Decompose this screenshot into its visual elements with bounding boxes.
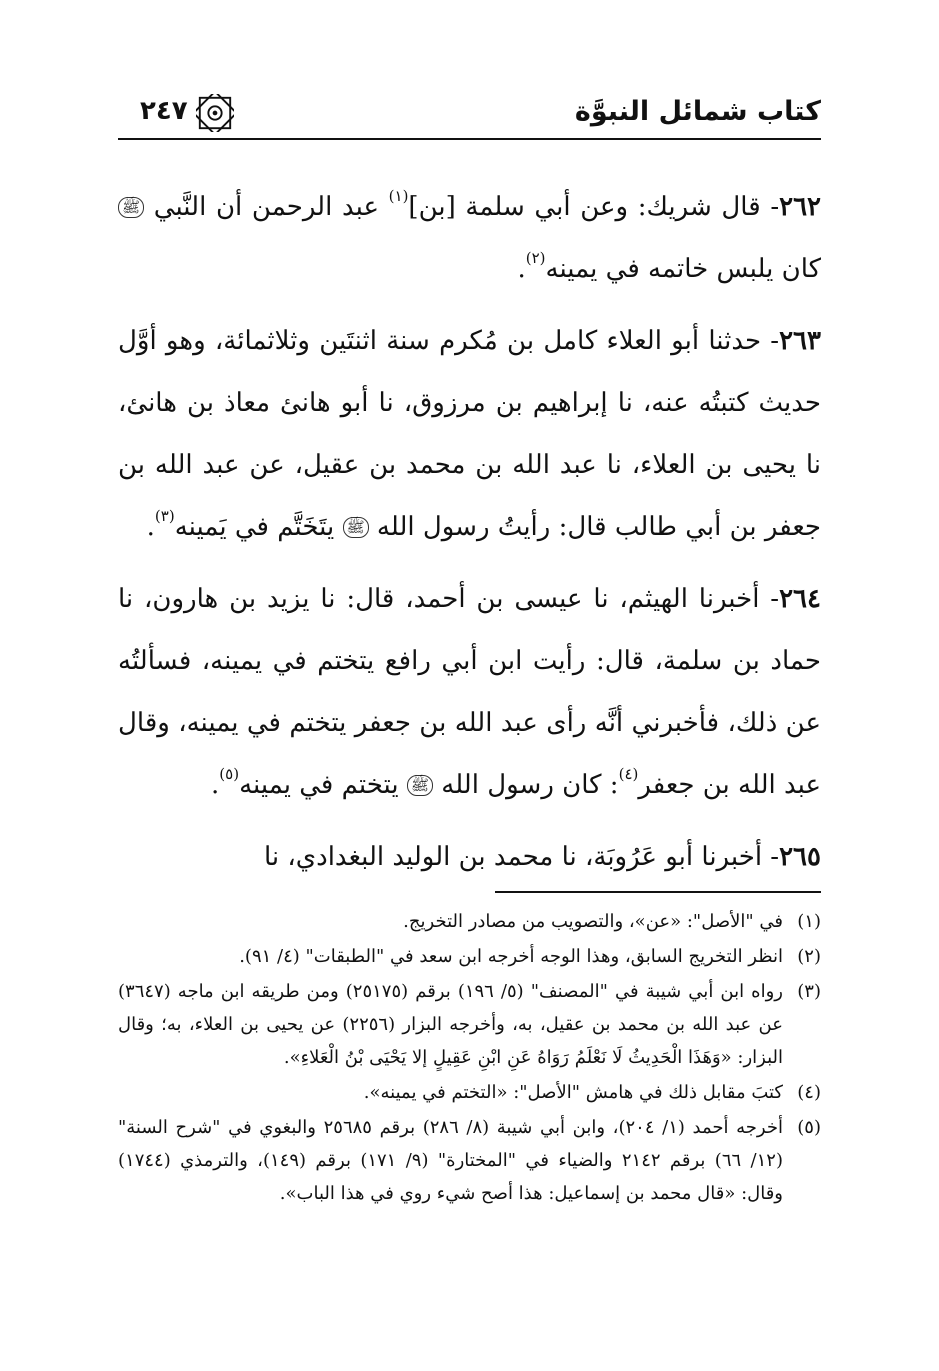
footnote-2 xyxy=(118,940,821,973)
paragraph-number: ٢٦٥ xyxy=(779,842,821,872)
page-number: ٢٤٧ xyxy=(140,96,188,126)
main-text xyxy=(118,176,821,898)
hadith-265 xyxy=(118,826,821,888)
header-rule xyxy=(118,138,821,140)
book-title: كتاب شمائل النبوَّة xyxy=(574,96,821,127)
salutation-ligature-icon: ﷺ xyxy=(343,517,369,538)
paragraph-number: ٢٦٢ xyxy=(779,192,822,222)
paragraph-number: ٢٦٤ xyxy=(779,584,821,614)
footnote-1 xyxy=(118,905,821,938)
footnote-number: (٢) xyxy=(797,946,821,967)
hadith-263 xyxy=(118,310,821,558)
hadith-text: - حدثنا أبو العلاء كامل بن مُكرم سنة اثنتَين وثلاثمائة، وهو أوَّل حديث كتبتُه عنه، نا إبراهيم بن مرزوق، نا أبو هانئ معاذ بن هانئ، نا يحيى بن العلاء، نا عبد الله بن محمد بن عقيل، عن عبد الله بن جعفر بن أبي طالب قال: رأيتُ رسول الله xyxy=(118,326,821,542)
footnote-text: رواه ابن أبي شيبة في "المصنف" (٥/ ١٩٦) برقم (٢٥١٧٥) ومن طريقه ابن ماجه (٣٦٤٧) عن عبد الله بن محمد بن عقيل، به، وأخرجه البزار (٢٢٥٦) عن يحيى بن العلاء، به؛ وقال البزار: «وَهَذَا الْحَدِيثُ لَا نَعْلَمُ رَوَاهُ عَنِ ابْنِ عَقِيلٍ إلا يَحْيَى بْنُ الْعَلاءِ». xyxy=(118,981,783,1068)
footnote-text: كتبَ مقابل ذلك في هامش "الأصل": «التختم في يمينه». xyxy=(363,1082,783,1103)
salutation-ligature-icon: ﷺ xyxy=(407,775,433,796)
hadith-text: يتختم في يمينه xyxy=(239,770,407,800)
footnote-ref: (٢) xyxy=(525,249,546,267)
footnote-separator xyxy=(495,891,821,893)
hadith-262 xyxy=(118,176,821,300)
hadith-text: : كان رسول الله xyxy=(433,770,619,800)
footnote-text: انظر التخريج السابق، وهذا الوجه أخرجه ابن سعد في "الطبقات" (٤/ ٩١). xyxy=(239,946,783,967)
running-header xyxy=(118,92,821,142)
footnote-number: (١) xyxy=(797,911,821,932)
footnote-ref: (٥) xyxy=(219,765,240,783)
hadith-264 xyxy=(118,568,821,816)
geometric-star-ornament-icon xyxy=(196,94,234,132)
hadith-text: عبد الرحمن أن النَّبي xyxy=(144,192,389,222)
paragraph-number: ٢٦٣ xyxy=(779,326,821,356)
footnote-text: أخرجه أحمد (١/ ٢٠٤)، وابن أبي شيبة (٨/ ٢٨٦) برقم ٢٥٦٨٥ والبغوي في "شرح السنة" (١٢/ ٦٦) برقم ٢١٤٢ والضياء في "المختارة" (٩/ ١٧١) برقم (١٤٩)، والترمذي (١٧٤٤) وقال: «قال محمد بن إسماعيل: هذا أصح شيء روي في هذا الباب». xyxy=(118,1117,783,1204)
footnote-3 xyxy=(118,975,821,1074)
footnote-ref: (٣) xyxy=(154,507,175,525)
footnote-number: (٣) xyxy=(797,981,821,1002)
hadith-text: . xyxy=(517,254,526,284)
footnote-text: في "الأصل": «عن»، والتصويب من مصادر التخريج. xyxy=(403,911,783,932)
hadith-text: يتَخَتَّم في يَمينه xyxy=(174,512,343,542)
footnote-4 xyxy=(118,1076,821,1109)
footnote-number: (٤) xyxy=(797,1082,821,1103)
footnote-ref: (١) xyxy=(388,187,409,205)
hadith-text: - أخبرنا أبو عَرُوبَة، نا محمد بن الوليد البغدادي، نا xyxy=(263,842,780,872)
salutation-ligature-icon: ﷺ xyxy=(118,197,144,218)
footnote-ref: (٤) xyxy=(618,765,639,783)
footnotes xyxy=(118,905,821,1212)
footnote-number: (٥) xyxy=(797,1117,821,1138)
hadith-text: - أخبرنا الهيثم، نا عيسى بن أحمد، قال: نا يزيد بن هارون، نا حماد بن سلمة، قال: رأيت ابن أبي رافع يتختم في يمينه، فسألتُه عن ذلك، فأخبرني أنَّه رأى عبد الله بن جعفر يتختم في يمينه، وقال عبد الله بن جعفر xyxy=(118,584,821,800)
hadith-text: - قال شريك: وعن أبي سلمة [بن] xyxy=(408,192,780,222)
hadith-text: . xyxy=(211,770,220,800)
footnote-5 xyxy=(118,1111,821,1210)
hadith-text: . xyxy=(146,512,155,542)
hadith-text: كان يلبس خاتمه في يمينه xyxy=(545,254,821,284)
